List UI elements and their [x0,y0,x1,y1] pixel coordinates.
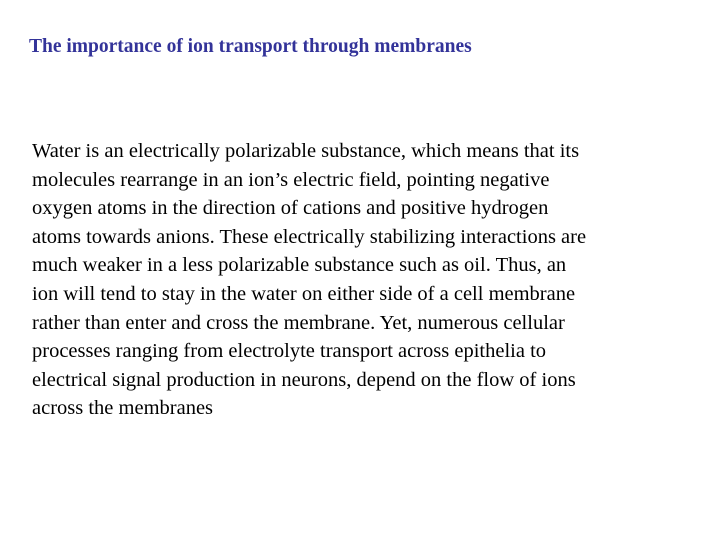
body-line: oxygen atoms in the direction of cations and positive hydrogen [32,197,549,220]
body-line: atoms towards anions. These electrically stabilizing interactions are [32,225,587,248]
body-line: molecules rearrange in an ion’s electric field, pointing negative [32,168,550,191]
body-line: rather than enter and cross the membrane. Yet, numerous cellular [32,311,565,334]
body-line: ion will tend to stay in the water on either side of a cell membrane [32,282,576,305]
slide-body-text [32,137,697,423]
slide-title: The importance of ion transport through membranes [29,36,472,57]
body-line: electrical signal production in neurons, depend on the flow of ions [32,368,576,391]
body-line: Water is an electrically polarizable substance, which means that its [32,140,580,162]
body-line: processes ranging from electrolyte transport across epithelia to [32,340,547,363]
body-line: much weaker in a less polarizable substance such as oil. Thus, an [32,254,567,277]
body-line: across the membranes [32,397,214,420]
